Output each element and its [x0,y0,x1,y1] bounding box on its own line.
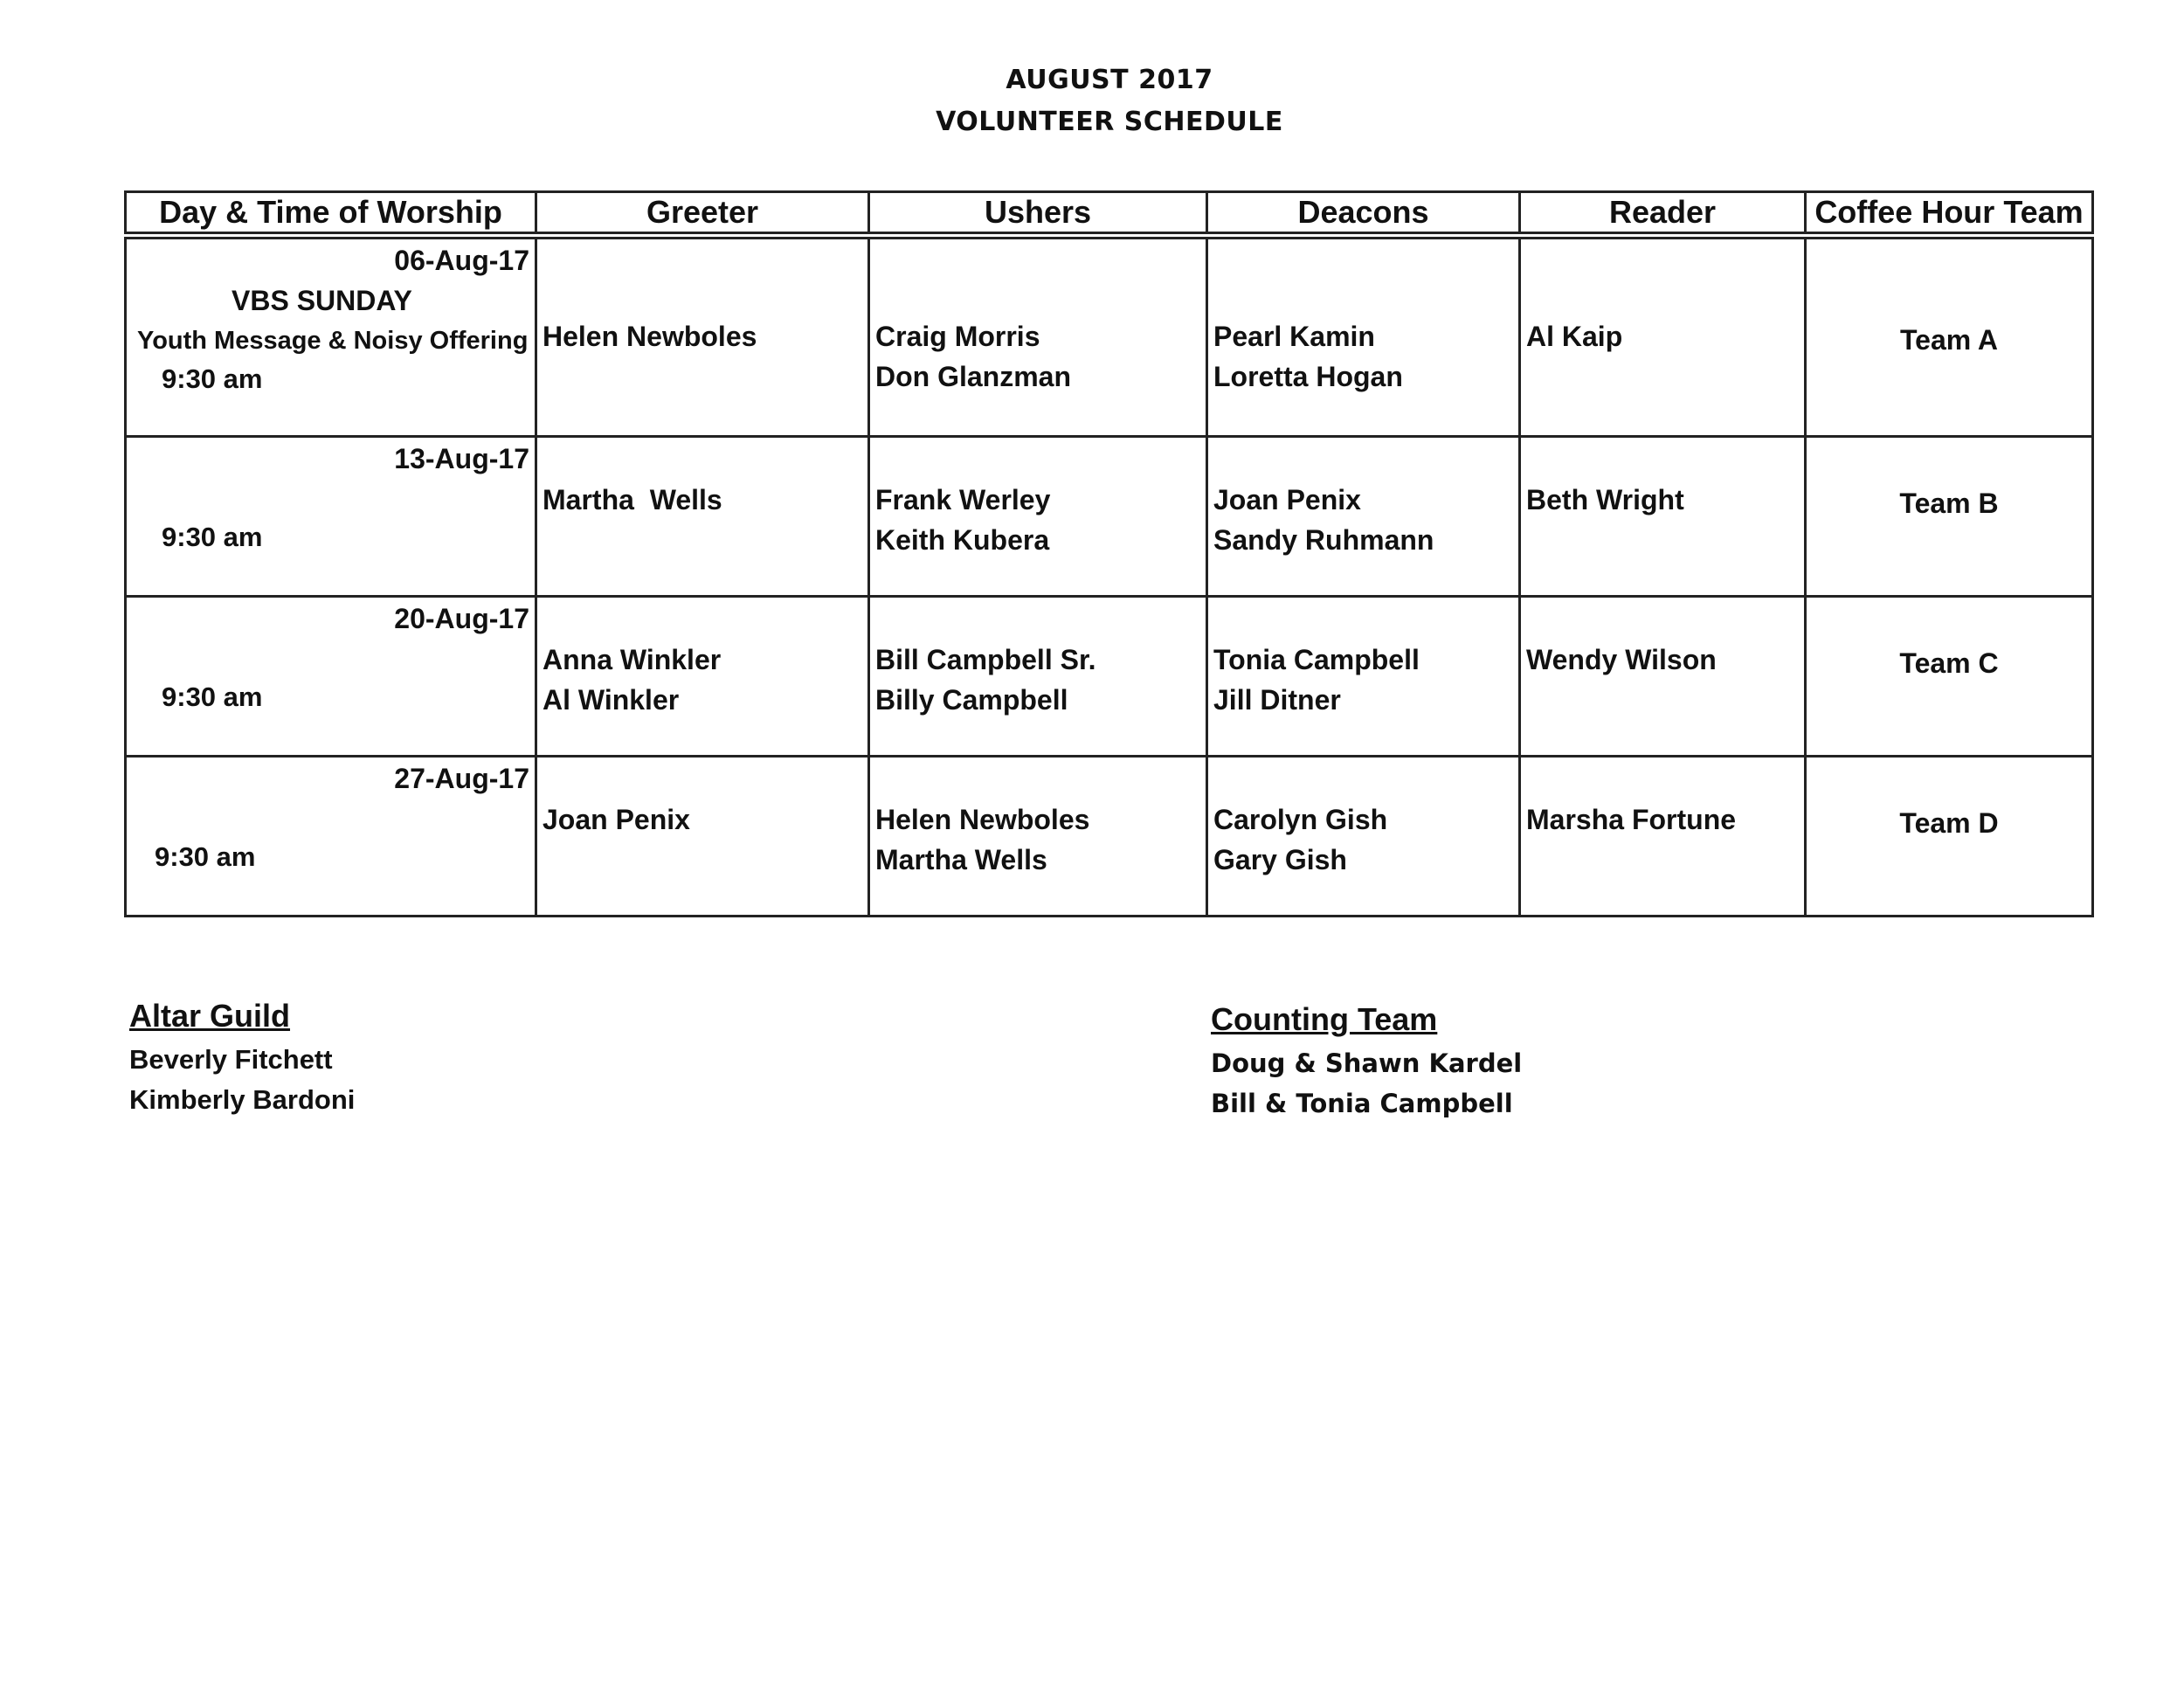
counting-team-member: Doug & Shawn Kardel [1211,1048,1523,1078]
altar-guild-heading: Altar Guild [129,998,291,1034]
service-time: 9:30 am [162,522,263,552]
ushers-cell [869,597,1207,757]
deacon-name: Loretta Hogan [1213,361,1403,392]
greeter-cell [536,437,869,597]
deacon-name: Pearl Kamin [1213,321,1375,352]
reader-name: Marsha Fortune [1526,804,1737,835]
counting-team-member: Bill & Tonia Campbell [1211,1089,1513,1118]
coffee-team-cell [1806,236,2093,437]
reader-cell [1520,437,1806,597]
service-date: 20-Aug-17 [394,603,529,634]
ushers-cell [869,236,1207,437]
document-subtitle: VOLUNTEER SCHEDULE [936,107,1283,137]
day-time-cell [126,597,536,757]
deacons-cell [1207,597,1520,757]
greeter-name: Martha Wells [543,484,722,515]
greeter-name: Helen Newboles [543,321,757,352]
table-row [126,757,2093,917]
day-time-cell [126,236,536,437]
service-time: 9:30 am [155,841,256,872]
table-header-row [126,192,2093,236]
greeter-cell [536,236,869,437]
ushers-cell [869,437,1207,597]
reader-name: Beth Wright [1526,484,1684,515]
service-date: 13-Aug-17 [394,443,529,474]
service-date: 06-Aug-17 [394,245,529,276]
reader-name: Al Kaip [1526,321,1623,352]
coffee-team-cell [1806,597,2093,757]
deacons-cell [1207,437,1520,597]
header-coffee-hour-team: Coffee Hour Team [1806,192,2093,236]
ushers-cell [869,757,1207,917]
coffee-team-name: Team B [1899,488,1999,519]
usher-name: Frank Werley [875,484,1051,515]
greeter-name: Anna Winkler [543,644,722,675]
service-event: VBS SUNDAY [232,285,412,316]
deacon-name: Tonia Campbell [1213,644,1420,675]
header-day-time: Day & Time of Worship [126,192,536,236]
altar-guild-member: Beverly Fitchett [129,1044,333,1075]
deacon-name: Joan Penix [1213,484,1361,515]
reader-cell [1520,597,1806,757]
usher-name: Don Glanzman [875,361,1072,392]
usher-name: Keith Kubera [875,524,1050,556]
coffee-team-cell [1806,437,2093,597]
reader-cell [1520,757,1806,917]
coffee-team-name: Team C [1899,647,1999,679]
reader-name: Wendy Wilson [1526,644,1717,675]
header-ushers: Ushers [869,192,1207,236]
deacon-name: Jill Ditner [1213,684,1341,716]
greeter-cell [536,597,869,757]
deacons-cell [1207,236,1520,437]
usher-name: Billy Campbell [875,684,1068,716]
service-time: 9:30 am [162,681,263,712]
service-time: 9:30 am [162,363,263,394]
deacons-cell [1207,757,1520,917]
usher-name: Martha Wells [875,844,1047,875]
usher-name: Bill Campbell Sr. [875,644,1096,675]
coffee-team-cell [1806,757,2093,917]
reader-cell [1520,236,1806,437]
coffee-team-name: Team D [1899,807,1999,839]
service-subtitle: Youth Message & Noisy Offering [137,327,529,355]
usher-name: Craig Morris [875,321,1040,352]
table-row [126,597,2093,757]
greeter-name: Joan Penix [543,804,690,835]
table-row [126,437,2093,597]
altar-guild-section [129,998,355,1120]
service-date: 27-Aug-17 [394,763,529,794]
header-deacons: Deacons [1207,192,1520,236]
counting-team-heading: Counting Team [1211,1001,1438,1037]
header-reader: Reader [1520,192,1806,236]
usher-name: Helen Newboles [875,804,1090,835]
table-row [126,236,2093,437]
coffee-team-name: Team A [1899,324,1999,356]
altar-guild-member: Kimberly Bardoni [129,1084,356,1115]
counting-team-section [1211,1001,1522,1124]
day-time-cell [126,437,536,597]
greeter-cell [536,757,869,917]
deacon-name: Sandy Ruhmann [1213,524,1434,556]
deacon-name: Carolyn Gish [1213,804,1388,835]
volunteer-schedule-table [124,190,2094,917]
document-title: AUGUST 2017 [1006,65,1213,95]
header-greeter: Greeter [536,192,869,236]
greeter-name: Al Winkler [543,684,680,716]
day-time-cell [126,757,536,917]
deacon-name: Gary Gish [1213,844,1347,875]
